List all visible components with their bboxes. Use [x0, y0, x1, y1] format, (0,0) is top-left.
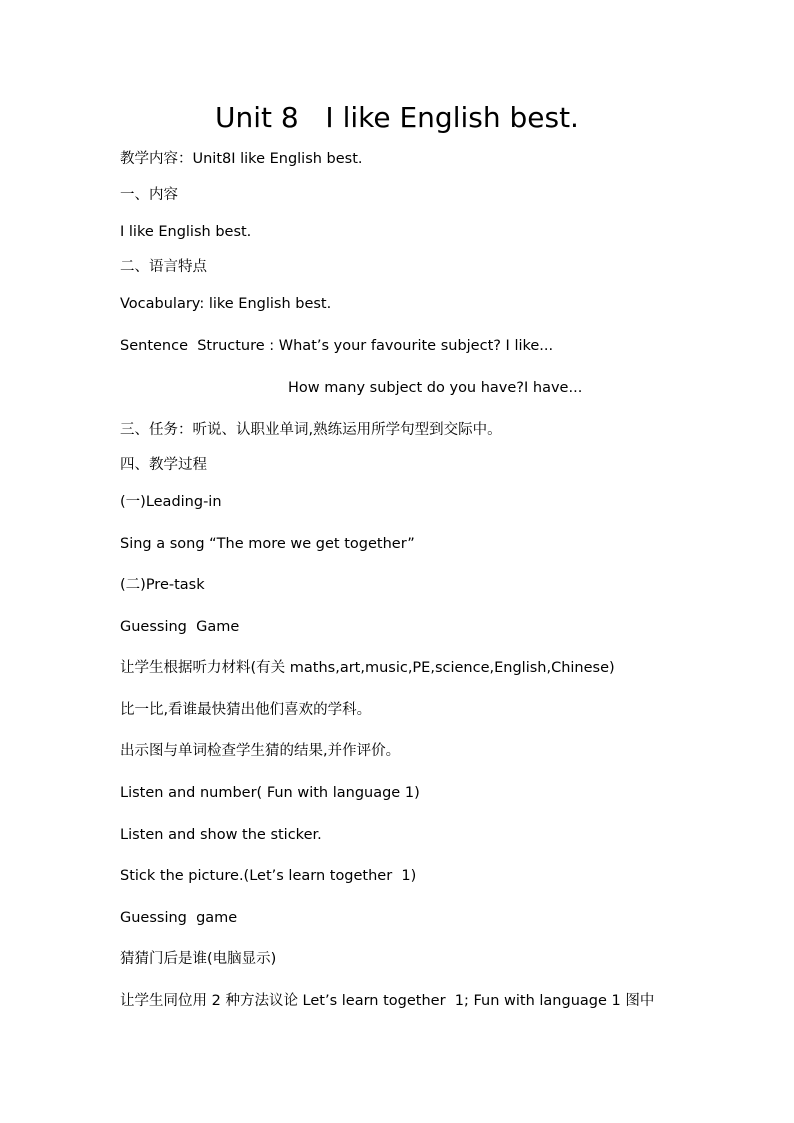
stick-picture-line: Stick the picture.(Let’s learn together 1) — [120, 868, 417, 884]
song-line: Sing a song “The more we get together” — [120, 536, 415, 552]
listening-material-line: 让学生根据听力材料(有关 maths,art,music,PE,science,English,Chinese) — [120, 660, 615, 676]
sentence-structure-line-2: How many subject do you have?I have... — [288, 380, 583, 396]
guessing-game-heading-2: Guessing game — [120, 910, 238, 926]
leading-in-heading: (一)Leading-in — [120, 494, 222, 510]
compare-line: 比一比,看谁最快猜出他们喜欢的学科。 — [120, 702, 372, 718]
teaching-content-line: 教学内容：Unit8I like English best. — [120, 151, 363, 167]
document-title: Unit 8 I like English best. — [215, 101, 579, 134]
guessing-game-heading: Guessing Game — [120, 619, 240, 635]
section-heading-task: 三、任务：听说、认职业单词,熟练运用所学句型到交际中。 — [120, 422, 502, 438]
section-heading-language: 二、语言特点 — [120, 259, 207, 275]
check-result-line: 出示图与单词检查学生猜的结果,并作评价。 — [120, 743, 401, 759]
door-guess-line: 猜猜门后是谁(电脑显示) — [120, 951, 277, 967]
section-heading-process: 四、教学过程 — [120, 457, 207, 473]
section-heading-content: 一、内容 — [120, 187, 178, 203]
sentence-structure-line: Sentence Structure : What’s your favourite subject? I like... — [120, 338, 554, 354]
listen-sticker-line: Listen and show the sticker. — [120, 827, 322, 843]
content-text: I like English best. — [120, 224, 252, 240]
listen-number-line: Listen and number( Fun with language 1) — [120, 785, 420, 801]
vocabulary-line: Vocabulary: like English best. — [120, 296, 332, 312]
pre-task-heading: (二)Pre-task — [120, 577, 205, 593]
pair-discussion-line: 让学生同位用 2 种方法议论 Let’s learn together 1; Fun with language 1 图中 — [120, 993, 655, 1009]
